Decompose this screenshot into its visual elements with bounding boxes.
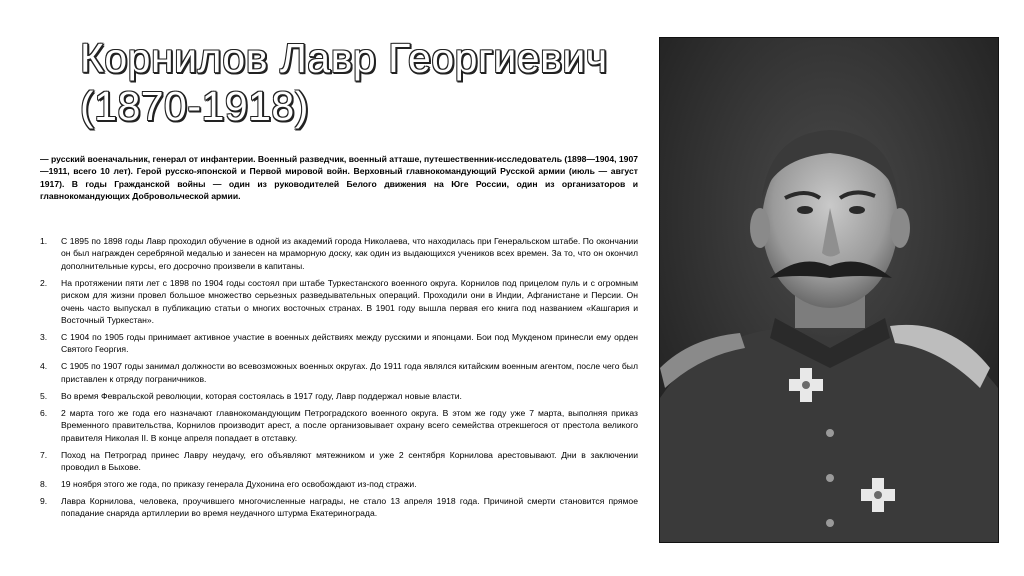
list-item <box>40 235 638 272</box>
list-item-number: 8. <box>40 479 48 490</box>
list-item-text: 2 марта того же года его назначают главнокомандующим Петроградского военного округа. В этом же году уже 7 марта, выполняя приказ Временного правительства, Корнилов производит арест, а после организовывает охрану всего семейства отрекшегося от престола великого правителя Николая II. В конце апреля попадает в отставку. <box>61 407 638 443</box>
list-item-text: С 1904 по 1905 годы принимает активное участие в военных действиях между русскими и японцами. Бои под Мукденом принесли ему орден Святого Георгия. <box>61 332 638 355</box>
list-item-text: С 1895 по 1898 годы Лавр проходил обучение в одной из академий города Николаева, что находилась при Генеральском штабе. По окончании он был награжден серебряной медалью и занесен на мраморную доску, как один из выдающихся учеников всех времен. За то, что он окончил дополнительные курсы, его досрочно произвели в капитаны. <box>61 236 638 271</box>
list-item-number: 4. <box>40 361 48 372</box>
list-item <box>40 360 638 385</box>
list-item-number: 9. <box>40 496 48 507</box>
list-item <box>40 407 638 444</box>
list-item <box>40 449 638 474</box>
list-item-text: Поход на Петроград принес Лавру неудачу, его объявляют мятежником и уже 2 сентября Корнилова арестовывают. Дни в заключении проводил в Быхове. <box>61 449 638 473</box>
list-item-number: 1. <box>40 236 48 246</box>
list-item-text: На протяжении пяти лет с 1898 по 1904 годы состоял при штабе Туркестанского военного округа. Корнилов под прицелом пуль и с огромным риском для жизни провел большое множество серьезных разведывательных операций. Проходили они в Индии, Афганистане и Персии. Он очень часто выпускал в публикацию статьи о многих восточных странах. В 1901 году вышла первая его книга под названием «Кашгария и Восточный Туркестан». <box>61 277 638 326</box>
title-name: Корнилов Лавр Георгиевич <box>80 35 608 81</box>
list-item-number: 7. <box>40 449 48 460</box>
list-item-number: 6. <box>40 407 48 418</box>
list-item-number: 3. <box>40 332 48 343</box>
biography-list <box>40 235 638 524</box>
intro-paragraph: — русский военачальник, генерал от инфантерии. Военный разведчик, военный атташе, путешественник-исследователь (1898—1904, 1907—1911, всего 10 лет). Герой русско-японской и Первой мировой войн. Верховный главнокомандующий Русской армии (июль — август 1917). В годы Гражданской войны — один из руководителей Белого движения на Юге России, один из организаторов и главнокомандующих Добровольческой армии. <box>40 154 638 202</box>
title-years: (1870-1918) <box>80 83 309 129</box>
list-item-text: Лавра Корнилова, человека, проучившего многочисленные награды, не стало 13 апреля 1918 года. Причиной смерти становится прямое попадание снаряда артиллерии во время неудачного штурма Екатеринограда. <box>61 496 638 519</box>
list-item-number: 5. <box>40 390 48 401</box>
list-item-text: 19 ноября этого же года, по приказу генерала Духонина его освобождают из-под стражи. <box>61 479 417 490</box>
list-item <box>40 277 638 327</box>
list-item-number: 2. <box>40 277 48 288</box>
list-item <box>40 331 638 356</box>
list-item-text: Во время Февральской революции, которая состоялась в 1917 году, Лавр поддержал новые власти. <box>61 390 462 401</box>
page-title <box>80 34 640 130</box>
list-item-text: С 1905 по 1907 годы занимал должности во всевозможных военных округах. До 1911 года являлся китайским военным агентом, после чего был приставлен к отряду пограничников. <box>61 361 638 384</box>
list-item <box>40 390 638 402</box>
list-item <box>40 478 638 490</box>
list-item <box>40 495 638 520</box>
portrait-image <box>660 38 998 542</box>
portrait-photo <box>659 37 999 543</box>
